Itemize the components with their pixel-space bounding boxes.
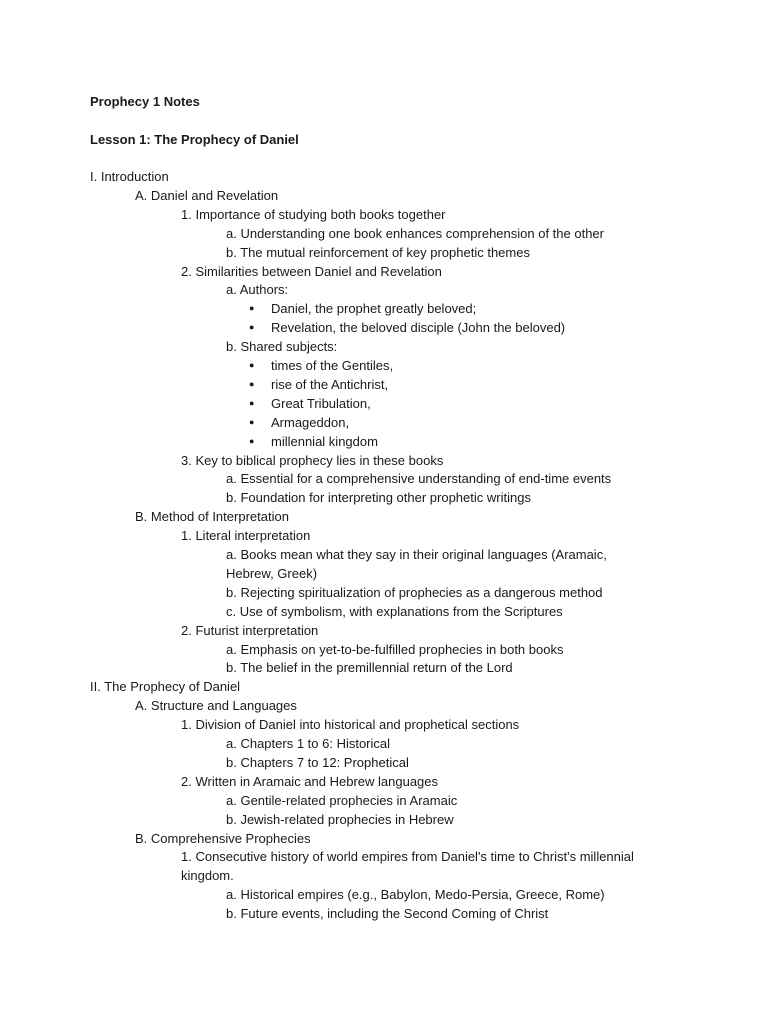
outline-bullet-item: rise of the Antichrist,	[271, 376, 389, 392]
lesson-title: Lesson 1: The Prophecy of Daniel	[90, 132, 299, 147]
outline-line: I. Introduction	[90, 169, 169, 184]
outline-bullet-item: Revelation, the beloved disciple (John the beloved)	[271, 320, 566, 336]
bullet-icon: ●	[249, 322, 255, 333]
outline-line: b. Jewish-related prophecies in Hebrew	[226, 811, 454, 827]
outline-line: b. The mutual reinforcement of key prophetic themes	[226, 244, 530, 260]
outline-line: 2. Similarities between Daniel and Revelation	[181, 263, 442, 279]
outline-line: II. The Prophecy of Daniel	[90, 679, 241, 695]
outline-line: A. Structure and Languages	[135, 698, 297, 714]
outline-line: b. Future events, including the Second Coming of Christ	[226, 906, 549, 922]
outline-line: A. Daniel and Revelation	[135, 187, 279, 203]
bullet-icon: ●	[249, 378, 255, 389]
outline-line: 1. Importance of studying both books together	[181, 206, 446, 222]
outline-line: B. Comprehensive Prophecies	[135, 830, 311, 846]
outline-bullet-item: times of the Gentiles,	[271, 358, 394, 373]
outline-line: 1. Division of Daniel into historical and prophetical sections	[181, 717, 520, 733]
bullet-icon: ●	[249, 303, 255, 314]
outline-line: a. Essential for a comprehensive understanding of end-time events	[226, 471, 612, 487]
outline-line: 1. Consecutive history of world empires from Daniel's time to Christ's millennial	[181, 849, 634, 865]
outline-bullet-item: Great Tribulation,	[271, 395, 371, 411]
outline-bullet-item: Armageddon,	[271, 414, 350, 430]
outline-bullet-item: Daniel, the prophet greatly beloved;	[271, 301, 477, 317]
outline-line: Hebrew, Greek)	[226, 565, 318, 581]
outline-line: c. Use of symbolism, with explanations from the Scriptures	[226, 603, 563, 619]
outline-line: b. Foundation for interpreting other prophetic writings	[226, 490, 531, 506]
outline-line: kingdom.	[181, 868, 234, 884]
outline-line: a. Gentile-related prophecies in Aramaic	[226, 792, 458, 808]
outline-line: 3. Key to biblical prophecy lies in these books	[181, 452, 444, 468]
outline-bullet-item: millennial kingdom	[271, 433, 378, 449]
outline-line: a. Emphasis on yet-to-be-fulfilled prophecies in both books	[226, 641, 564, 657]
document-title: Prophecy 1 Notes	[90, 94, 200, 109]
bullet-icon: ●	[249, 397, 255, 408]
outline-line: 2. Futurist interpretation	[181, 622, 319, 638]
outline-line: a. Authors:	[226, 282, 289, 298]
outline-line: a. Historical empires (e.g., Babylon, Medo-Persia, Greece, Rome)	[226, 887, 605, 903]
outline-line: 1. Literal interpretation	[181, 528, 311, 544]
outline-line: b. The belief in the premillennial return of the Lord	[226, 660, 513, 676]
bullet-icon: ●	[249, 435, 255, 446]
bullet-icon: ●	[249, 360, 255, 370]
outline-line: b. Shared subjects:	[226, 339, 338, 355]
outline-line: a. Books mean what they say in their original languages (Aramaic,	[226, 547, 607, 562]
outline-line: a. Understanding one book enhances comprehension of the other	[226, 225, 604, 241]
outline-line: a. Chapters 1 to 6: Historical	[226, 736, 391, 751]
outline-line: 2. Written in Aramaic and Hebrew languages	[181, 773, 439, 789]
outline-line: B. Method of Interpretation	[135, 509, 289, 525]
outline-line: b. Rejecting spiritualization of prophecies as a dangerous method	[226, 584, 603, 600]
outline-line: b. Chapters 7 to 12: Prophetical	[226, 754, 409, 770]
bullet-icon: ●	[249, 416, 255, 427]
